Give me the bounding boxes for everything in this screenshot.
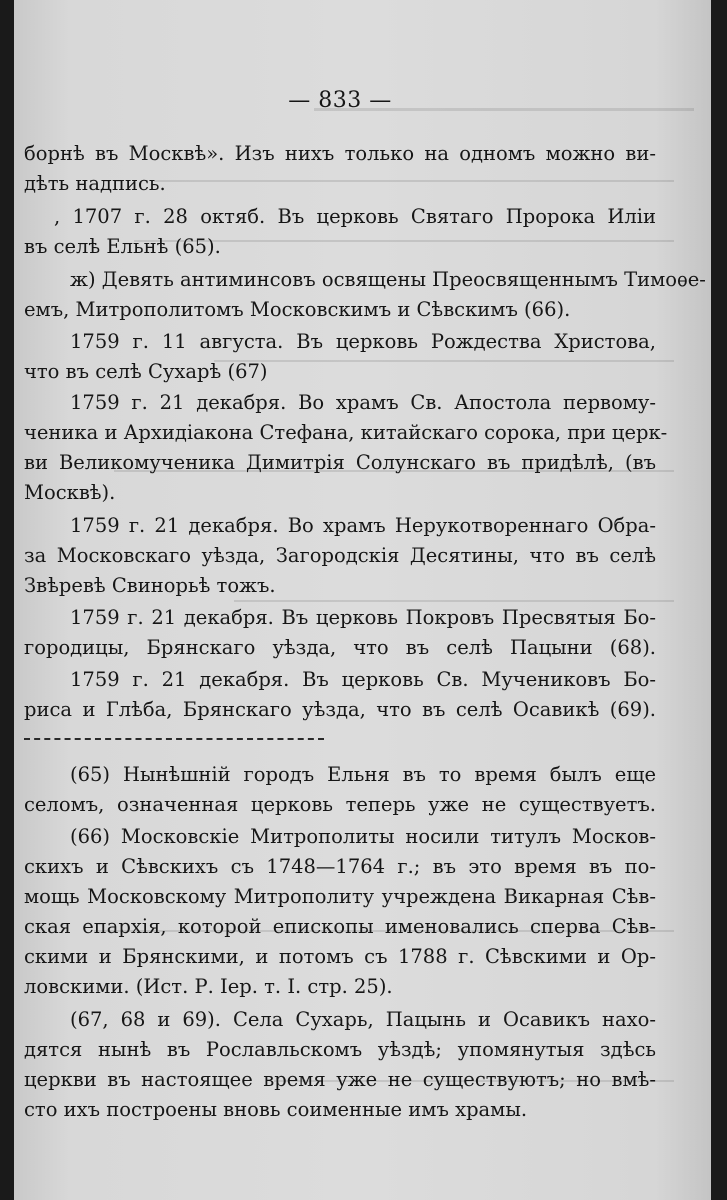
text-line: въ селѣ Ельнѣ (65). (24, 235, 221, 258)
footnote-line: ловскими. (Ист. Р. Іер. т. I. стр. 25). (24, 975, 393, 998)
footnote-line: (66) Московскіе Митрополиты носили титулъ Москов- (70, 825, 656, 848)
text-line: 1759 г. 21 декабря. Во храмъ Нерукотвореннаго Обра- (70, 514, 656, 537)
text-line: 1759 г. 21 декабря. Въ церковь Св. Мучениковъ Бо- (70, 668, 656, 691)
text-line: ви Великомученика Димитрія Солунскаго въ придѣлѣ, (въ (24, 451, 656, 474)
text-line: Звѣревѣ Свинорьѣ тожъ. (24, 574, 276, 597)
text-line: дѣть надпись. (24, 172, 166, 195)
book-page (14, 0, 711, 1200)
footnote-line: дятся нынѣ въ Рославльскомъ уѣздѣ; упомянутыя здѣсь (24, 1038, 656, 1061)
footnote-line: сто ихъ построены вновь соименные имъ храмы. (24, 1098, 528, 1121)
text-line: , 1707 г. 28 октяб. Въ церковь Святаго Пророка Иліи (54, 205, 656, 228)
text-line: емъ, Митрополитомъ Московскимъ и Сѣвскимъ (66). (24, 298, 571, 321)
footnote-separator (24, 738, 324, 740)
footnote-line: церкви въ настоящее время уже не существуютъ; но вмѣ- (24, 1068, 656, 1091)
text-line: ченика и Архидіакона Стефана, китайскаго сорока, при церк- (24, 421, 668, 444)
footnote-line: (67, 68 и 69). Села Сухарь, Пацынь и Осавикъ нахо- (70, 1008, 656, 1031)
text-line: 1759 г. 21 декабря. Въ церковь Покровъ Пресвятыя Бо- (70, 606, 656, 629)
footnote-line: (65) Нынѣшній городъ Ельня въ то время былъ еще (70, 763, 656, 786)
footnote-line: скими и Брянскими, и потомъ съ 1788 г. Сѣвскими и Ор- (24, 945, 656, 968)
footnote-line: мощь Московскому Митрополиту учреждена Викарная Сѣв- (24, 885, 656, 908)
text-line: 1759 г. 11 августа. Въ церковь Рождества Христова, (70, 330, 656, 353)
text-line: что въ селѣ Сухарѣ (67) (24, 360, 268, 383)
text-line: 1759 г. 21 декабря. Во храмъ Св. Апостола первому- (70, 391, 656, 414)
footnote-line: скихъ и Сѣвскихъ съ 1748—1764 г.; въ это время въ по- (24, 855, 656, 878)
text-line: борнѣ въ Москвѣ». Изъ нихъ только на одномъ можно ви- (24, 142, 656, 165)
text-line: Москвѣ). (24, 481, 116, 504)
text-line: риса и Глѣба, Брянскаго уѣзда, что въ селѣ Осавикѣ (69). (24, 698, 656, 721)
footnote-line: ская епархія, которой епископы именовались сперва Сѣв- (24, 915, 656, 938)
text-line: за Московскаго уѣзда, Загородскія Десятины, что въ селѣ (24, 544, 656, 567)
footnote-line: селомъ, означенная церковь теперь уже не существуетъ. (24, 793, 656, 816)
page-number: — 833 — (288, 88, 392, 113)
text-line: городицы, Брянскаго уѣзда, что въ селѣ Пацыни (68). (24, 636, 656, 659)
text-line: ж) Девять антиминсовъ освящены Преосвященнымъ Тимоѳе- (70, 268, 706, 291)
